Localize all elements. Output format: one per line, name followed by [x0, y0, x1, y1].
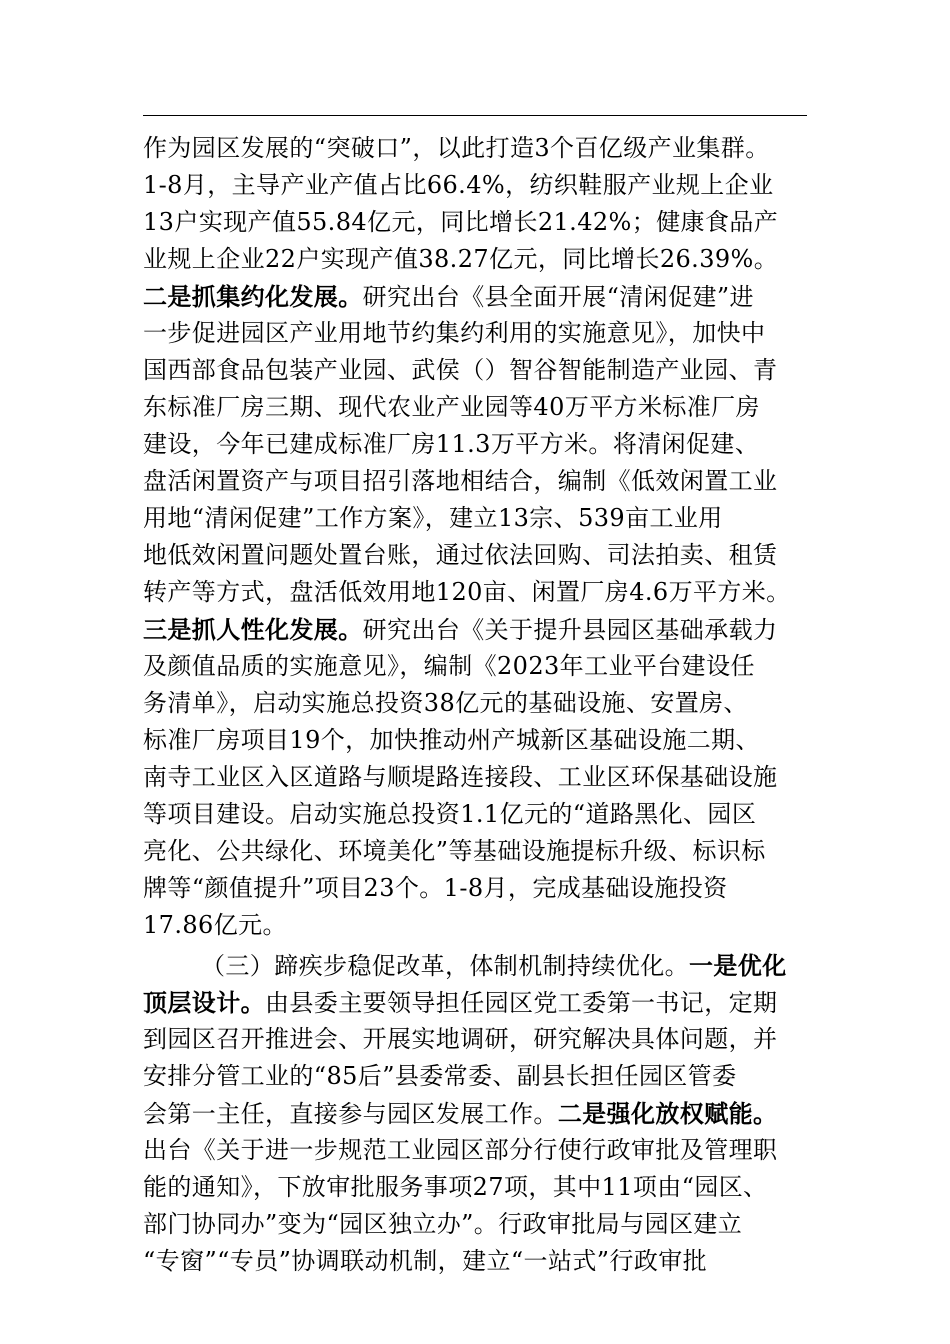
- text-line: [143, 1095, 813, 1132]
- text-line: [143, 1132, 813, 1169]
- text-line: [143, 426, 813, 463]
- body-text: 17.86亿元。: [143, 911, 287, 939]
- text-line: [143, 611, 813, 648]
- body-text: 转产等方式，盘活低效用地120亩、闲置厂房4.6万平方米。: [143, 578, 791, 606]
- text-line: [143, 500, 813, 537]
- bold-heading-text: 顶层设计。: [143, 988, 265, 1017]
- body-text: 盘活闲置资产与项目招引落地相结合，编制《低效闲置工业: [143, 467, 778, 495]
- bold-heading-text: 二是抓集约化发展。: [143, 282, 363, 311]
- text-line: [143, 130, 813, 167]
- header-rule: [143, 115, 807, 116]
- body-text: 作为园区发展的“突破口”，以此打造3个百亿级产业集群。: [143, 134, 770, 162]
- text-line: [143, 389, 813, 426]
- body-text: 务清单》，启动实施总投资38亿元的基础设施、安置房、: [143, 689, 748, 717]
- text-line: [143, 1206, 813, 1243]
- text-line: [143, 463, 813, 500]
- body-text: 地低效闲置问题处置台账，通过依法回购、司法拍卖、租赁: [143, 541, 778, 569]
- body-text: 南寺工业区入区道路与顺堤路连接段、工业区环保基础设施: [143, 763, 778, 791]
- body-text: 研究出台《关于提升县园区基础承载力: [362, 616, 778, 644]
- body-text: 到园区召开推进会、开展实地调研，研究解决具体问题，并: [143, 1025, 778, 1053]
- text-line: [143, 833, 813, 870]
- body-text: （三）蹄疾步稳促改革，体制机制持续优化。: [201, 952, 689, 980]
- body-text: 会第一主任，直接参与园区发展工作。: [143, 1100, 558, 1128]
- body-text: 及颜值品质的实施意见》，编制《2023年工业平台建设任: [143, 652, 755, 680]
- text-line: [143, 907, 813, 944]
- text-line: [143, 278, 813, 315]
- text-line: [143, 870, 813, 907]
- body-text: 出台《关于进一步规范工业园区部分行使行政审批及管理职: [143, 1136, 778, 1164]
- body-text: 13户实现产值55.84亿元，同比增长21.42%；健康食品产: [143, 208, 779, 236]
- body-text: 一步促进园区产业用地节约集约利用的实施意见》，加快中: [143, 319, 766, 347]
- text-line: [143, 1058, 813, 1095]
- text-line: [143, 722, 813, 759]
- body-text: 业规上企业22户实现产值38.27亿元，同比增长26.39%。: [143, 245, 779, 273]
- body-text: 能的通知》，下放审批服务事项27项，其中11项由“园区、: [143, 1173, 768, 1201]
- text-line: [143, 1169, 813, 1206]
- bold-heading-text: 一是优化: [689, 951, 787, 980]
- body-text: 标准厂房项目19个，加快推动州产城新区基础设施二期、: [143, 726, 760, 754]
- body-text: 东标准厂房三期、现代农业产业园等40万平方米标准厂房: [143, 393, 760, 421]
- body-text: 等项目建设。启动实施总投资1.1亿元的“道路黑化、园区: [143, 800, 757, 828]
- body-text: 建设，今年已建成标准厂房11.3万平方米。将清闲促建、: [143, 430, 760, 458]
- body-text: 国西部食品包装产业园、武侯（）智谷智能制造产业园、青: [143, 356, 778, 384]
- text-line: [143, 241, 813, 278]
- body-text: 由县委主要领导担任园区党工委第一书记，定期: [265, 989, 778, 1017]
- body-text: 亮化、公共绿化、环境美化”等基础设施提标升级、标识标: [143, 837, 766, 865]
- body-text: 牌等“颜值提升”项目23个。1-8月，完成基础设施投资: [143, 874, 728, 902]
- document-body: [143, 130, 813, 1280]
- text-line: [143, 947, 813, 984]
- text-line: [143, 167, 813, 204]
- text-line: [143, 648, 813, 685]
- bold-heading-text: 三是抓人性化发展。: [143, 615, 363, 644]
- text-line: [143, 315, 813, 352]
- body-text: 研究出台《县全面开展“清闲促建”进: [362, 283, 754, 311]
- text-line: [143, 537, 813, 574]
- text-line: [143, 204, 813, 241]
- body-text: 安排分管工业的“85后”县委常委、副县长担任园区管委: [143, 1062, 737, 1090]
- text-line: [143, 1021, 813, 1058]
- text-line: [143, 796, 813, 833]
- body-text: “专窗”“专员”协调联动机制，建立“一站式”行政审批: [143, 1247, 708, 1275]
- text-line: [143, 759, 813, 796]
- text-line: [143, 685, 813, 722]
- text-line: [143, 574, 813, 611]
- body-text: 部门协同办”变为“园区独立办”。行政审批局与园区建立: [143, 1210, 743, 1238]
- text-line: [143, 1243, 813, 1280]
- text-line: [143, 984, 813, 1021]
- body-text: 用地“清闲促建”工作方案》，建立13宗、539亩工业用: [143, 504, 723, 532]
- body-text: 1-8月，主导产业产值占比66.4%，纺织鞋服产业规上企业: [143, 171, 774, 199]
- bold-heading-text: 二是强化放权赋能。: [557, 1099, 778, 1128]
- text-line: [143, 352, 813, 389]
